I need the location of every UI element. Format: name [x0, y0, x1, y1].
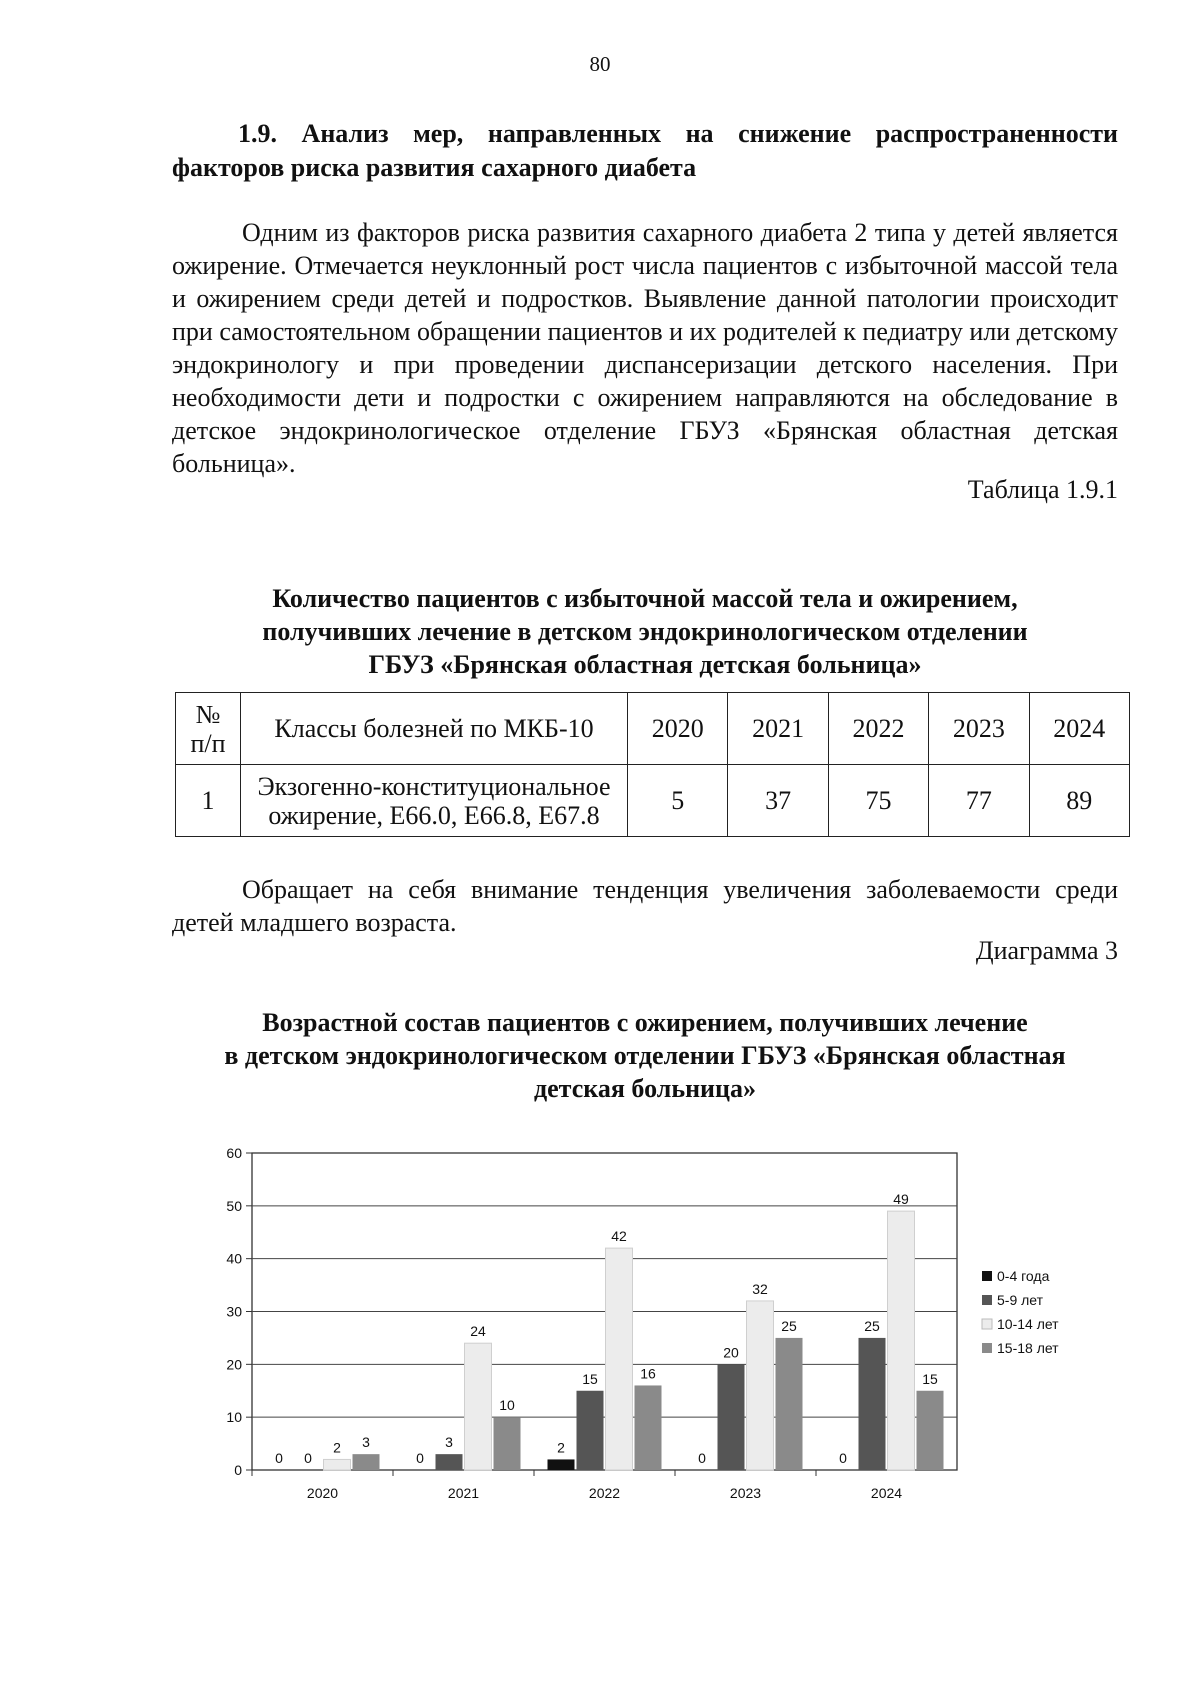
bar-value-label: 0 — [839, 1450, 847, 1466]
y-tick-label: 30 — [226, 1303, 242, 1320]
section-heading-line1: 1.9. Анализ мер, направленных на снижение распространенности — [238, 119, 1118, 148]
bar — [859, 1338, 886, 1470]
bar-value-label: 49 — [893, 1191, 909, 1208]
row-class-line2: ожирение, Е66.0, Е66.8, Е67.8 — [268, 800, 600, 830]
row-value: 89 — [1029, 765, 1129, 837]
bar — [324, 1459, 351, 1470]
header-year: 2022 — [828, 693, 928, 765]
header-year: 2021 — [728, 693, 828, 765]
bar-value-label: 16 — [640, 1365, 656, 1382]
bar-value-label: 3 — [362, 1434, 370, 1451]
bar-value-label: 2 — [333, 1439, 341, 1456]
bar-value-label: 15 — [582, 1370, 598, 1387]
bar-value-label: 0 — [698, 1450, 706, 1466]
row-num: 1 — [176, 765, 241, 837]
legend-swatch — [982, 1343, 992, 1353]
header-year: 2023 — [929, 693, 1029, 765]
bar — [917, 1391, 944, 1470]
intro-paragraph-text: Одним из факторов риска развития сахарного диабета 2 типа у детей является ожирение. Отмечается неуклонный рост числа пациентов с избыточной массой тела и ожирением среди детей и подростков. Выявление данной патологии происходит при самостоятельном обращении пациентов и их родителей к педиатру или детскому эндокринологу и при проведении диспансеризации детского населения. При необходимости дети и подростки с ожирением направляются на обследование в детское эндокринологическое отделение ГБУЗ «Брянская областная детская больница». — [172, 218, 1118, 478]
table-label: Таблица 1.9.1 — [967, 475, 1118, 504]
chart-label: Диаграмма 3 — [975, 936, 1118, 965]
chart-title-line3: детская больница» — [533, 1074, 757, 1103]
bar-value-label: 25 — [864, 1317, 880, 1334]
row-value: 77 — [929, 765, 1029, 837]
y-tick-label: 50 — [226, 1197, 242, 1214]
bar — [606, 1248, 633, 1470]
legend-swatch — [982, 1319, 992, 1329]
bar-value-label: 20 — [723, 1344, 739, 1361]
chart-title-line1: Возрастной состав пациентов с ожирением, получивших лечение — [262, 1008, 1028, 1037]
bar-value-label: 25 — [781, 1317, 797, 1334]
bar-value-label: 0 — [304, 1450, 312, 1466]
header-year: 2020 — [628, 693, 728, 765]
legend-swatch — [982, 1271, 992, 1281]
bar — [465, 1343, 492, 1470]
bar — [494, 1417, 521, 1470]
bar — [776, 1338, 803, 1470]
row-value: 37 — [728, 765, 828, 837]
legend-swatch — [982, 1295, 992, 1305]
bar-value-label: 24 — [470, 1323, 486, 1340]
bar-value-label: 0 — [416, 1450, 424, 1466]
legend-label: 0-4 года — [997, 1268, 1050, 1284]
x-tick-label: 2024 — [870, 1485, 903, 1501]
y-tick-label: 20 — [226, 1356, 242, 1373]
bar — [747, 1301, 774, 1470]
table-title-line2: получивших лечение в детском эндокринологическом отделении — [262, 617, 1028, 646]
bar-value-label: 10 — [499, 1397, 515, 1414]
bar-value-label: 3 — [445, 1434, 453, 1451]
row-value: 5 — [628, 765, 728, 837]
table-title-line1: Количество пациентов с избыточной массой тела и ожирением, — [272, 584, 1018, 613]
x-tick-label: 2021 — [447, 1485, 480, 1501]
x-tick-label: 2020 — [306, 1485, 339, 1501]
y-tick-label: 60 — [226, 1145, 242, 1161]
row-value: 75 — [828, 765, 928, 837]
y-tick-label: 40 — [226, 1250, 242, 1267]
legend-label: 10-14 лет — [997, 1316, 1059, 1332]
bar — [436, 1454, 463, 1470]
page-number: 80 — [589, 52, 611, 76]
header-num-line2: п/п — [190, 728, 226, 758]
x-tick-label: 2022 — [588, 1485, 621, 1501]
x-tick-label: 2023 — [729, 1485, 762, 1501]
header-year: 2024 — [1029, 693, 1129, 765]
bar — [353, 1454, 380, 1470]
bar — [577, 1391, 604, 1470]
y-tick-label: 10 — [226, 1409, 242, 1426]
second-paragraph-text: Обращает на себя внимание тенденция увеличения заболеваемости среди детей младшего возраста. — [172, 875, 1118, 937]
bar — [888, 1211, 915, 1470]
legend-label: 15-18 лет — [997, 1340, 1059, 1356]
bar — [635, 1385, 662, 1470]
section-heading-line2: факторов риска развития сахарного диабета — [172, 153, 697, 182]
bar-value-label: 0 — [275, 1450, 283, 1466]
bar-value-label: 15 — [922, 1370, 938, 1387]
bar — [548, 1459, 575, 1470]
table-title-line3: ГБУЗ «Брянская областная детская больница» — [368, 650, 922, 679]
bar-value-label: 42 — [611, 1228, 627, 1245]
y-tick-label: 0 — [234, 1462, 242, 1478]
bar-value-label: 32 — [752, 1280, 768, 1297]
header-class: Классы болезней по МКБ-10 — [241, 693, 628, 765]
row-class-line1: Экзогенно-конституциональное — [257, 771, 611, 801]
header-num-line1: № — [195, 699, 221, 729]
legend-label: 5-9 лет — [997, 1292, 1044, 1308]
chart-title-line2: в детском эндокринологическом отделении ГБУЗ «Брянская областная — [224, 1041, 1066, 1070]
bar-value-label: 2 — [557, 1439, 565, 1456]
bar — [718, 1364, 745, 1470]
